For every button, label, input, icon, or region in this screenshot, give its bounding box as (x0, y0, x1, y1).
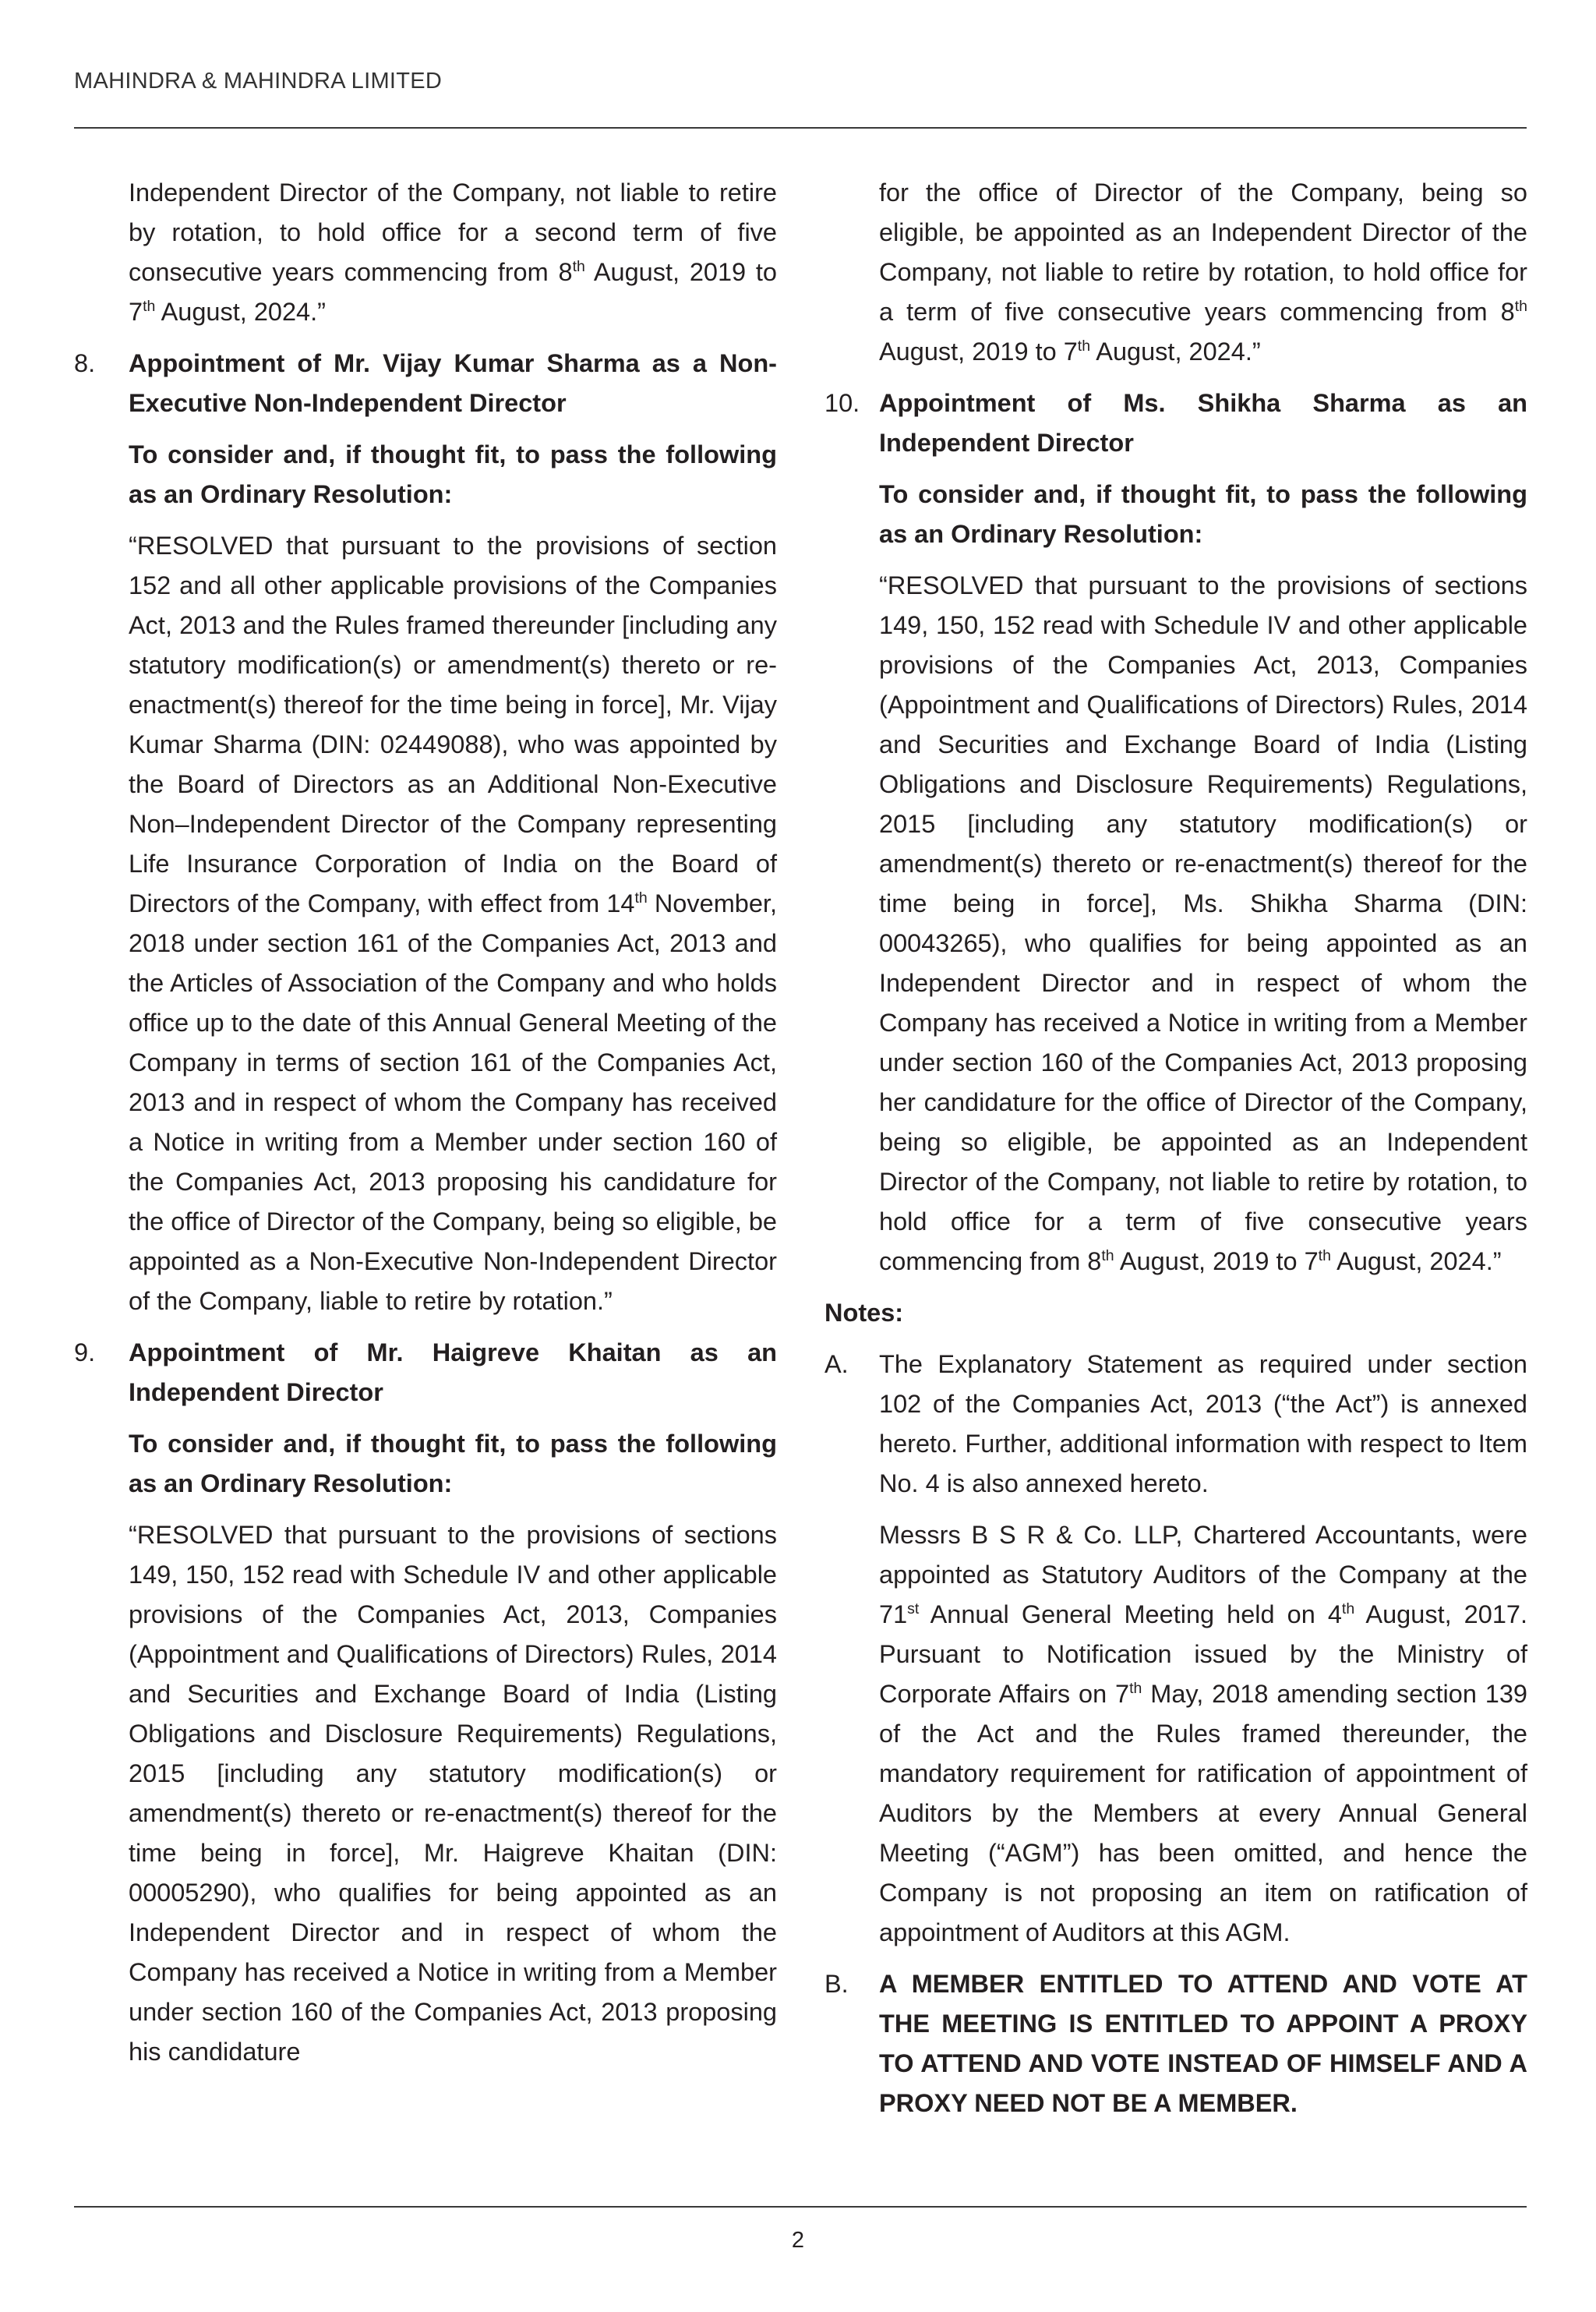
left-column (74, 173, 777, 2084)
item-title: Appointment of Mr. Haigreve Khaitan as an Independent Director (129, 1338, 777, 1406)
note-letter: B. (824, 1970, 849, 1998)
page-number: 2 (791, 2228, 805, 2253)
note-paragraph: A MEMBER ENTITLED TO ATTEND AND VOTE AT THE MEETING IS ENTITLED TO APPOINT A PROXY TO ATTEND AND VOTE INSTEAD OF HIMSELF AND A PROXY NEED NOT BE A MEMBER. (879, 1970, 1527, 2117)
right-column (824, 173, 1527, 2135)
header-rule (74, 127, 1527, 129)
note-paragraph: The Explanatory Statement as required under section 102 of the Companies Act, 2013 (“the Act”) is annexed hereto. Further, additional information with respect to Item No. 4 is also annexed hereto. (879, 1350, 1527, 1497)
continued-resolution: for the office of Director of the Company, being so eligible, be appointed as an Independent Director of the Company, not liable to retire by rotation, to hold office for a term of five consecutive years commencing from 8th August, 2019 to 7th August, 2024.” (879, 179, 1527, 366)
item-10 (824, 384, 1527, 1281)
note-a (824, 1345, 1527, 1953)
item-instruction: To consider and, if thought fit, to pass the following as an Ordinary Resolution: (129, 440, 777, 508)
item-number: 9. (74, 1338, 96, 1366)
company-header: MAHINDRA & MAHINDRA LIMITED (74, 69, 443, 94)
item-8 (74, 344, 777, 1321)
item-number: 10. (824, 389, 860, 417)
resolution-text: “RESOLVED that pursuant to the provisions of sections 149, 150, 152 read with Schedule IV and other applicable provisions of the Companies Act, 2013, Companies (Appointment and Qualifications of Directors) Rules, 2014 and Securities and Exchange Board of India (Listing Obligations and Disclosure Requirements) Regulations, 2015 [including any statutory modification(s) or amendment(s) thereto or re-enactment(s) thereof for the time being in force], Mr. Haigreve Khaitan (DIN: 00005290), who qualifies for being appointed as an Independent Director and in respect of whom the Company has received a Notice in writing from a Member under section 160 of the Companies Act, 2013 proposing his candidature (129, 1521, 777, 2066)
resolution-text: “RESOLVED that pursuant to the provisions of sections 149, 150, 152 read with Schedule IV and other applicable provisions of the Companies Act, 2013, Companies (Appointment and Qualifications of Directors) Rules, 2014 and Securities and Exchange Board of India (Listing Obligations and Disclosure Requirements) Regulations, 2015 [including any statutory modification(s) or amendment(s) thereto or re-enactment(s) thereof for the time being in force], Ms. Shikha Sharma (DIN: 00043265), who qualifies for being appointed as an Independent Director and in respect of whom the Company has received a Notice in writing from a Member under section 160 of the Companies Act, 2013 proposing her candidature for the office of Director of the Company, being so eligible, be appointed as an Independent Director of the Company, not liable to retire by rotation, to hold office for a term of five consecutive years commencing from 8th August, 2019 to 7th August, 2024.” (879, 571, 1527, 1275)
item-title: Appointment of Ms. Shikha Sharma as an Independent Director (879, 389, 1527, 457)
item-instruction: To consider and, if thought fit, to pass the following as an Ordinary Resolution: (879, 480, 1527, 548)
item-title: Appointment of Mr. Vijay Kumar Sharma as a Non-Executive Non-Independent Director (129, 349, 777, 417)
item-number: 8. (74, 349, 96, 377)
item-instruction: To consider and, if thought fit, to pass the following as an Ordinary Resolution: (129, 1430, 777, 1497)
resolution-text: “RESOLVED that pursuant to the provisions of section 152 and all other applicable provisions of the Companies Act, 2013 and the Rules framed thereunder [including any statutory modification(s) or amendment(s) thereto or re-enactment(s) thereof for the time being in force], Mr. Vijay Kumar Sharma (DIN: 02449088), who was appointed by the Board of Directors as an Additional Non-Executive Non–Independent Director of the Company representing Life Insurance Corporation of India on the Board of Directors of the Company, with effect from 14th November, 2018 under section 161 of the Companies Act, 2013 and the Articles of Association of the Company and who holds office up to the date of this Annual General Meeting of the Company in terms of section 161 of the Companies Act, 2013 and in respect of whom the Company has received a Notice in writing from a Member under section 160 of the Companies Act, 2013 proposing his candidature for the office of Director of the Company, being so eligible, be appointed as a Non-Executive Non-Independent Director of the Company, liable to retire by rotation.” (129, 532, 777, 1315)
item-9 (74, 1333, 777, 2072)
note-paragraph: Messrs B S R & Co. LLP, Chartered Accountants, were appointed as Statutory Auditors of the Company at the 71st Annual General Meeting held on 4th August, 2017. Pursuant to Notification issued by the Ministry of Corporate Affairs on 7th May, 2018 amending section 139 of the Act and the Rules framed thereunder, the mandatory requirement for ratification of appointment of Auditors by the Members at every Annual General Meeting (“AGM”) has been omitted, and hence the Company is not proposing an item on ratification of appointment of Auditors at this AGM. (879, 1521, 1528, 1946)
notes-heading: Notes: (824, 1299, 904, 1327)
note-b (824, 1964, 1527, 2123)
note-letter: A. (824, 1350, 849, 1378)
continued-resolution: Independent Director of the Company, not liable to retire by rotation, to hold office for a second term of five consecutive years commencing from 8th August, 2019 to 7th August, 2024.” (129, 179, 778, 326)
footer-rule (74, 2206, 1527, 2208)
